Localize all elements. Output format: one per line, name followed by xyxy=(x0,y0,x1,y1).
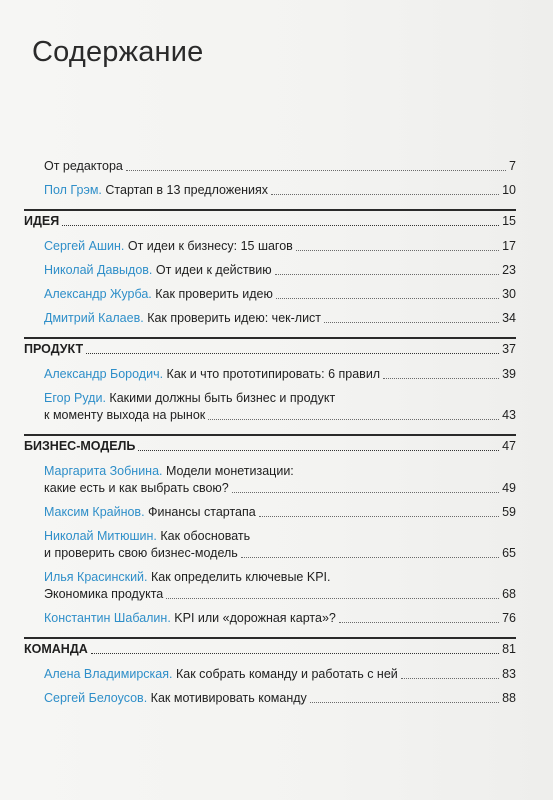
toc-entry-text xyxy=(44,666,398,683)
toc-entry-text xyxy=(44,545,238,562)
toc-page-number: 23 xyxy=(502,263,516,277)
page-title: Содержание xyxy=(32,36,204,68)
toc-entry-line xyxy=(24,690,516,707)
toc-entry[interactable] xyxy=(24,310,516,327)
table-of-contents xyxy=(24,158,516,714)
toc-entry-text xyxy=(44,366,380,383)
toc-author: Сергей Ашин. xyxy=(44,239,125,253)
section-page-number: 37 xyxy=(502,342,516,356)
toc-entry-text xyxy=(44,690,307,707)
section-row xyxy=(24,213,516,230)
toc-entry[interactable] xyxy=(24,569,516,603)
section-row xyxy=(24,438,516,455)
toc-entry-title: Как проверить идею: чек-лист xyxy=(147,311,322,325)
toc-entry-title: От идеи к действию xyxy=(155,263,272,277)
dot-leader xyxy=(339,622,499,623)
toc-entry-title: Экономика продукта xyxy=(44,587,164,601)
toc-entry-line xyxy=(24,528,516,545)
dot-leader xyxy=(259,516,499,517)
toc-entry-line xyxy=(24,545,516,562)
toc-author: Дмитрий Калаев. xyxy=(44,311,144,325)
toc-author: Сергей Белоусов. xyxy=(44,691,148,705)
toc-entry[interactable] xyxy=(24,366,516,383)
toc-entry-line xyxy=(24,310,516,327)
toc-author: Константин Шабалин. xyxy=(44,611,171,625)
toc-entry[interactable] xyxy=(24,238,516,255)
section-rule xyxy=(24,637,516,639)
dot-leader xyxy=(401,678,499,679)
toc-entry-title: Какими должны быть бизнес и продукт xyxy=(109,391,336,405)
toc-entry-text xyxy=(44,463,294,480)
toc-page-number: 7 xyxy=(509,159,516,173)
dot-leader xyxy=(166,598,499,599)
section-rule xyxy=(24,434,516,436)
toc-intro-entry[interactable] xyxy=(24,182,516,199)
toc-page-number: 39 xyxy=(502,367,516,381)
toc-entry-title: Как проверить идею xyxy=(155,287,273,301)
toc-entry-title: От идеи к бизнесу: 15 шагов xyxy=(127,239,293,253)
dot-leader xyxy=(138,450,499,451)
dot-leader xyxy=(232,492,499,493)
toc-page-number: 34 xyxy=(502,311,516,325)
toc-entry[interactable] xyxy=(24,262,516,279)
toc-page-number: 68 xyxy=(502,587,516,601)
toc-author: Александр Бородич. xyxy=(44,367,164,381)
toc-entry-line xyxy=(24,569,516,586)
toc-page-number: 59 xyxy=(502,505,516,519)
toc-entry-text xyxy=(44,480,229,497)
toc-page-number: 83 xyxy=(502,667,516,681)
toc-entry-line xyxy=(24,504,516,521)
section-row xyxy=(24,341,516,358)
dot-leader xyxy=(91,653,499,654)
toc-entry[interactable] xyxy=(24,666,516,683)
toc-author: Илья Красинский. xyxy=(44,570,148,584)
toc-entry-line xyxy=(24,262,516,279)
dot-leader xyxy=(126,170,506,171)
toc-entry-title: Как и что прототипировать: 6 правил xyxy=(166,367,381,381)
toc-page-number: 88 xyxy=(502,691,516,705)
toc-intro-entry[interactable] xyxy=(24,158,516,175)
toc-entry-text xyxy=(44,586,163,603)
toc-entry-text xyxy=(44,286,273,303)
section-page-number: 15 xyxy=(502,214,516,228)
toc-section-header[interactable] xyxy=(24,337,516,358)
toc-entry-line xyxy=(24,366,516,383)
toc-page-number: 30 xyxy=(502,287,516,301)
section-rule xyxy=(24,209,516,211)
toc-entry-line xyxy=(24,586,516,603)
dot-leader xyxy=(310,702,499,703)
toc-entry[interactable] xyxy=(24,528,516,562)
toc-entry-line xyxy=(24,610,516,627)
toc-entry[interactable] xyxy=(24,390,516,424)
toc-entry-text xyxy=(44,158,123,175)
toc-entry-text xyxy=(44,182,268,199)
toc-entry-title: Стартап в 13 предложениях xyxy=(105,183,269,197)
toc-author: Николай Митюшин. xyxy=(44,529,157,543)
dot-leader xyxy=(296,250,499,251)
toc-entry-title: и проверить свою бизнес-модель xyxy=(44,546,238,560)
dot-leader xyxy=(208,419,499,420)
section-page-number: 81 xyxy=(502,642,516,656)
toc-entry-title: к моменту выхода на рынок xyxy=(44,408,206,422)
dot-leader xyxy=(276,298,499,299)
toc-author: Николай Давыдов. xyxy=(44,263,153,277)
toc-entry-title: Как мотивировать команду xyxy=(150,691,307,705)
dot-leader xyxy=(275,274,499,275)
toc-entry-title: Как определить ключевые KPI. xyxy=(151,570,331,584)
toc-author: Егор Руди. xyxy=(44,391,106,405)
toc-author: Алена Владимирская. xyxy=(44,667,173,681)
toc-page-number: 17 xyxy=(502,239,516,253)
toc-author: Маргарита Зобнина. xyxy=(44,464,163,478)
toc-page-number: 49 xyxy=(502,481,516,495)
toc-entry-text xyxy=(44,610,336,627)
section-name: БИЗНЕС-МОДЕЛЬ xyxy=(24,439,136,453)
toc-entry-line xyxy=(24,286,516,303)
toc-entry-title: KPI или «дорожная карта»? xyxy=(174,611,336,625)
toc-entry-line xyxy=(24,480,516,497)
toc-entry-line xyxy=(24,182,516,199)
toc-entry-title: Как собрать команду и работать с ней xyxy=(175,667,398,681)
toc-entry-line xyxy=(24,407,516,424)
toc-page-number: 43 xyxy=(502,408,516,422)
dot-leader xyxy=(62,225,499,226)
toc-section-header[interactable] xyxy=(24,434,516,455)
dot-leader xyxy=(241,557,499,558)
toc-entry-line xyxy=(24,238,516,255)
toc-entry[interactable] xyxy=(24,504,516,521)
toc-entry-line xyxy=(24,666,516,683)
section-name: ПРОДУКТ xyxy=(24,342,84,356)
section-row xyxy=(24,641,516,658)
toc-entry-text xyxy=(44,262,272,279)
toc-page-number: 76 xyxy=(502,611,516,625)
toc-entry-title: какие есть и как выбрать свою? xyxy=(44,481,229,495)
toc-entry[interactable] xyxy=(24,610,516,627)
toc-entry-text xyxy=(44,407,205,424)
toc-entry-text xyxy=(44,310,321,327)
toc-page-number: 10 xyxy=(502,183,516,197)
toc-author: Максим Крайнов. xyxy=(44,505,145,519)
toc-entry[interactable] xyxy=(24,286,516,303)
section-name: КОМАНДА xyxy=(24,642,88,656)
dot-leader xyxy=(271,194,499,195)
toc-entry[interactable] xyxy=(24,690,516,707)
toc-page-number: 65 xyxy=(502,546,516,560)
toc-entry-title: От редактора xyxy=(44,159,123,173)
toc-section-header[interactable] xyxy=(24,209,516,230)
toc-entry-text xyxy=(44,569,330,586)
toc-entry-text xyxy=(44,528,250,545)
toc-entry-line xyxy=(24,158,516,175)
toc-entry-text xyxy=(44,390,335,407)
toc-author: Александр Журба. xyxy=(44,287,152,301)
section-page-number: 47 xyxy=(502,439,516,453)
toc-entry-title: Модели монетизации: xyxy=(166,464,294,478)
toc-section-header[interactable] xyxy=(24,637,516,658)
section-rule xyxy=(24,337,516,339)
section-name: ИДЕЯ xyxy=(24,214,60,228)
toc-entry-line xyxy=(24,463,516,480)
toc-entry-text xyxy=(44,504,256,521)
toc-entry-line xyxy=(24,390,516,407)
toc-author: Пол Грэм. xyxy=(44,183,102,197)
toc-entry[interactable] xyxy=(24,463,516,497)
dot-leader xyxy=(324,322,499,323)
dot-leader xyxy=(86,353,499,354)
toc-entry-text xyxy=(44,238,293,255)
toc-entry-title: Финансы стартапа xyxy=(148,505,256,519)
dot-leader xyxy=(383,378,499,379)
toc-entry-title: Как обосновать xyxy=(160,529,251,543)
